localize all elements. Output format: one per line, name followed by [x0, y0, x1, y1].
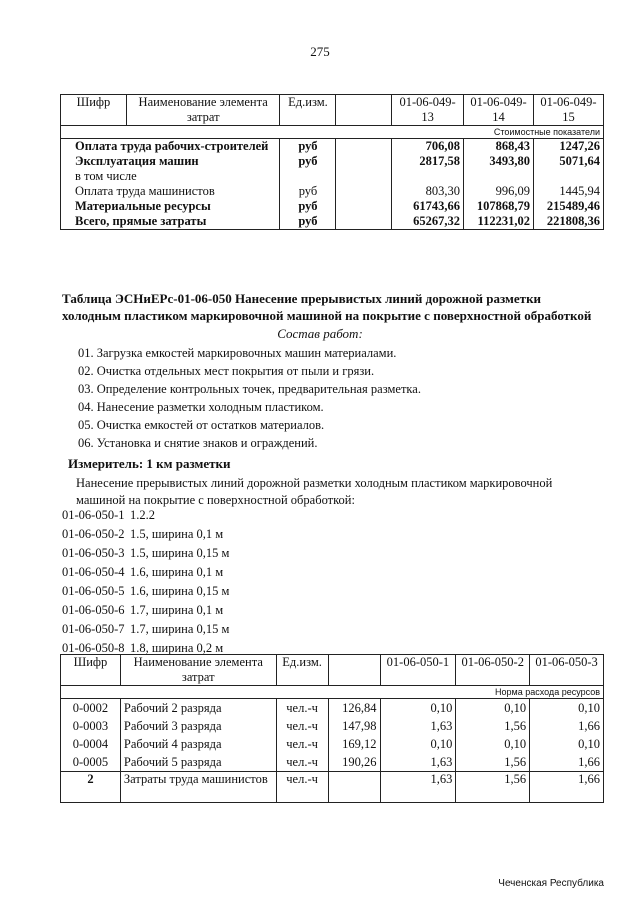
cost-unit: руб: [280, 214, 336, 230]
variant-code: 01-06-050-2: [62, 527, 125, 541]
cost-empty: [336, 139, 392, 155]
cost-val3: 1247,26: [533, 139, 603, 155]
variant-text: 1.6, ширина 0,1 м: [130, 565, 224, 579]
cost-table-header: [61, 95, 604, 126]
cost-empty: [336, 169, 392, 184]
cost-table: [60, 94, 604, 230]
cost-val1: 803,30: [392, 184, 464, 199]
header-col1: 01-06-049-13: [392, 95, 464, 126]
cost-empty: [336, 154, 392, 169]
resource-unit: чел.-ч: [276, 717, 328, 735]
resource-val3: 1,66: [530, 717, 604, 735]
resource-val3: 1,66: [530, 753, 604, 772]
variant-item: [62, 508, 155, 523]
cost-empty: [336, 184, 392, 199]
operation-item: 05. Очистка емкостей от остатков материалов.: [78, 418, 325, 432]
resource-code: 0-0004: [61, 735, 121, 753]
header-col2: 01-06-050-2: [456, 655, 530, 686]
variant-text: 1.6, ширина 0,15 м: [130, 584, 230, 598]
header-code: Шифр: [61, 655, 121, 686]
header-col3: 01-06-050-3: [530, 655, 604, 686]
cost-val2: 868,43: [464, 139, 534, 155]
cost-row: [61, 154, 604, 169]
total-val3: 1,66: [530, 772, 604, 803]
resource-rate: 169,12: [328, 735, 380, 753]
measurement-unit: Измеритель: 1 км разметки: [68, 456, 231, 471]
header-col2: 01-06-049-14: [464, 95, 534, 126]
resource-table-subheader: [61, 686, 604, 699]
subheader-text: Стоимостные показатели: [61, 126, 604, 139]
variant-item: [62, 527, 223, 542]
total-code: 2: [61, 772, 121, 803]
resource-name: Рабочий 2 разряда: [120, 699, 276, 718]
header-name: Наименование элемента затрат: [120, 655, 276, 686]
variant-item: [62, 546, 229, 561]
header-code: Шифр: [61, 95, 127, 126]
total-rate: [328, 772, 380, 803]
resource-val2: 1,56: [456, 753, 530, 772]
resource-name: Рабочий 4 разряда: [120, 735, 276, 753]
variant-text: 1.5, ширина 0,1 м: [130, 527, 224, 541]
total-val2: 1,56: [456, 772, 530, 803]
cost-val3: 5071,64: [533, 154, 603, 169]
cost-val3: 1445,94: [533, 184, 603, 199]
cost-val2: 107868,79: [464, 199, 534, 214]
variant-code: 01-06-050-4: [62, 565, 125, 579]
variant-code: 01-06-050-5: [62, 584, 125, 598]
cost-row: [61, 139, 604, 155]
header-unit: Ед.изм.: [280, 95, 336, 126]
cost-val3: 221808,36: [533, 214, 603, 230]
resource-rate: 190,26: [328, 753, 380, 772]
variant-item: [62, 603, 223, 618]
header-empty: [336, 95, 392, 126]
section-title-line2: холодным пластиком маркировочной машиной на покрытие с поверхностной обработкой: [62, 308, 592, 323]
work-description: Нанесение прерывистых линий дорожной разметки холодным пластиком маркировочной машиной на покрытие с поверхностной обработкой:: [76, 476, 553, 507]
variant-code: 01-06-050-1: [62, 508, 125, 522]
resource-name: Рабочий 3 разряда: [120, 717, 276, 735]
header-unit: Ед.изм.: [276, 655, 328, 686]
resource-val1: 0,10: [380, 735, 456, 753]
resource-row: [61, 699, 604, 718]
variant-text: 1.7, ширина 0,1 м: [130, 603, 224, 617]
cost-empty: [336, 199, 392, 214]
header-name: Наименование элемента затрат: [126, 95, 280, 126]
footer-region: Чеченская Республика: [498, 878, 604, 889]
cost-unit: руб: [280, 199, 336, 214]
total-name: Затраты труда машинистов: [120, 772, 276, 803]
resource-unit: чел.-ч: [276, 735, 328, 753]
cost-val1: 2817,58: [392, 154, 464, 169]
cost-unit: руб: [280, 154, 336, 169]
cost-unit: руб: [280, 139, 336, 155]
operation-item: 03. Определение контрольных точек, предварительная разметка.: [78, 382, 421, 396]
operation-item: 06. Установка и снятие знаков и ограждений.: [78, 436, 318, 450]
cost-val2: 112231,02: [464, 214, 534, 230]
cost-val3: 215489,46: [533, 199, 603, 214]
cost-name: Материальные ресурсы: [61, 199, 280, 214]
section-title-line1: Таблица ЭСНиЕРс-01-06-050 Нанесение прерывистых линий дорожной разметки: [62, 291, 542, 306]
cost-val1: 65267,32: [392, 214, 464, 230]
resource-unit: чел.-ч: [276, 753, 328, 772]
variant-item: [62, 584, 229, 599]
cost-val2: 3493,80: [464, 154, 534, 169]
cost-val1: [392, 169, 464, 184]
resource-val1: 1,63: [380, 717, 456, 735]
cost-name: Оплата труда машинистов: [61, 184, 280, 199]
cost-row: [61, 214, 604, 230]
operation-item: 02. Очистка отдельных мест покрытия от пыли и грязи.: [78, 364, 375, 378]
resource-val2: 0,10: [456, 735, 530, 753]
resource-row: [61, 735, 604, 753]
cost-val1: 61743,66: [392, 199, 464, 214]
operation-item: 04. Нанесение разметки холодным пластиком.: [78, 400, 324, 414]
variant-item: [62, 622, 229, 637]
header-empty: [328, 655, 380, 686]
header-col3: 01-06-049-15: [533, 95, 603, 126]
cost-unit: руб: [280, 184, 336, 199]
resource-val3: 0,10: [530, 735, 604, 753]
header-col1: 01-06-050-1: [380, 655, 456, 686]
cost-val2: 996,09: [464, 184, 534, 199]
variant-code: 01-06-050-6: [62, 603, 125, 617]
resource-val3: 0,10: [530, 699, 604, 718]
total-val1: 1,63: [380, 772, 456, 803]
cost-unit: [280, 169, 336, 184]
variant-code: 01-06-050-8: [62, 641, 125, 655]
resource-rate: 126,84: [328, 699, 380, 718]
resource-row: [61, 753, 604, 772]
variant-code: 01-06-050-7: [62, 622, 125, 636]
operation-item: 01. Загрузка емкостей маркировочных машин материалами.: [78, 346, 397, 360]
cost-val1: 706,08: [392, 139, 464, 155]
resource-table-header: [61, 655, 604, 686]
resource-val2: 1,56: [456, 717, 530, 735]
resource-code: 0-0002: [61, 699, 121, 718]
cost-val2: [464, 169, 534, 184]
resource-table: [60, 654, 604, 803]
resource-val1: 1,63: [380, 753, 456, 772]
cost-name: Эксплуатация машин: [61, 154, 280, 169]
total-unit: чел.-ч: [276, 772, 328, 803]
section-title: [62, 290, 591, 324]
variant-text: 1.8, ширина 0,2 м: [130, 641, 224, 655]
cost-name: в том числе: [61, 169, 280, 184]
page-number: 275: [310, 44, 330, 59]
resource-unit: чел.-ч: [276, 699, 328, 718]
cost-name: Оплата труда рабочих-строителей: [61, 139, 280, 155]
resource-code: 0-0005: [61, 753, 121, 772]
variant-text: 1.2.2: [130, 508, 155, 522]
cost-row: [61, 169, 604, 184]
resource-name: Рабочий 5 разряда: [120, 753, 276, 772]
cost-table-subheader: [61, 126, 604, 139]
resource-row: [61, 717, 604, 735]
variant-text: 1.7, ширина 0,15 м: [130, 622, 230, 636]
cost-row: [61, 184, 604, 199]
resource-val1: 0,10: [380, 699, 456, 718]
cost-row: [61, 199, 604, 214]
cost-val3: [533, 169, 603, 184]
variant-code: 01-06-050-3: [62, 546, 125, 560]
cost-empty: [336, 214, 392, 230]
variant-text: 1.5, ширина 0,15 м: [130, 546, 230, 560]
sostav-heading: Состав работ:: [277, 326, 363, 341]
resource-val2: 0,10: [456, 699, 530, 718]
variant-item: [62, 565, 223, 580]
subheader-text: Норма расхода ресурсов: [61, 686, 604, 699]
cost-name: Всего, прямые затраты: [61, 214, 280, 230]
total-row: [61, 772, 604, 803]
resource-rate: 147,98: [328, 717, 380, 735]
resource-code: 0-0003: [61, 717, 121, 735]
